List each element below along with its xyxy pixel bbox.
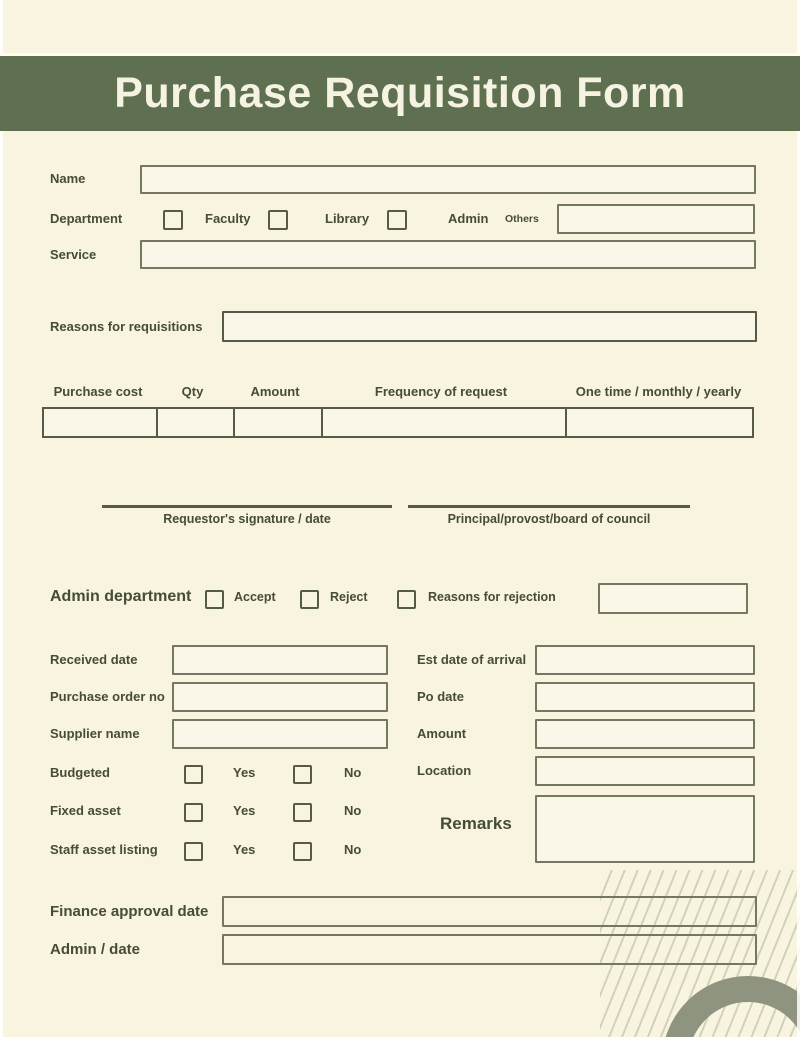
reject-label: Reject xyxy=(330,590,368,604)
table-cell-one-time[interactable] xyxy=(565,409,752,436)
table-cell-amount[interactable] xyxy=(233,409,321,436)
remarks-label: Remarks xyxy=(440,814,512,833)
cost-table-row xyxy=(42,407,754,438)
staff-asset-listing-label: Staff asset listing xyxy=(50,842,158,857)
staff-asset-listing-no-label: No xyxy=(344,842,362,857)
budgeted-label: Budgeted xyxy=(50,765,110,780)
table-header-amount: Amount xyxy=(250,384,300,399)
est-date-of-arrival-label: Est date of arrival xyxy=(417,652,527,667)
requestor-signature-label: Requestor's signature / date xyxy=(163,512,331,526)
fixed-asset-no-checkbox[interactable] xyxy=(293,803,312,822)
supplier-name-input[interactable] xyxy=(172,719,388,749)
budgeted-no-label: No xyxy=(344,765,362,780)
table-header-qty: Qty xyxy=(181,384,204,399)
service-label: Service xyxy=(50,247,97,262)
name-input[interactable] xyxy=(140,165,756,194)
amount-label: Amount xyxy=(417,726,467,741)
po-date-label: Po date xyxy=(417,689,464,704)
page-title: Purchase Requisition Form xyxy=(114,69,686,117)
supplier-name-label: Supplier name xyxy=(50,726,140,741)
po-date-input[interactable] xyxy=(535,682,755,712)
department-faculty-label: Faculty xyxy=(205,211,251,226)
principal-signature-line[interactable] xyxy=(408,505,690,508)
budgeted-yes-checkbox[interactable] xyxy=(184,765,203,784)
location-input[interactable] xyxy=(535,756,755,786)
remarks-textarea[interactable] xyxy=(535,795,755,863)
name-label: Name xyxy=(50,171,86,186)
purchase-order-no-label: Purchase order no xyxy=(50,689,165,704)
staff-asset-listing-yes-checkbox[interactable] xyxy=(184,842,203,861)
location-label: Location xyxy=(417,763,472,778)
accept-label: Accept xyxy=(234,590,276,604)
admin-date-label: Admin / date xyxy=(50,941,141,958)
reasons-input[interactable] xyxy=(222,311,757,342)
table-header-frequency: Frequency of request xyxy=(374,384,508,399)
finance-approval-date-label: Finance approval date xyxy=(50,903,209,920)
admin-date-input[interactable] xyxy=(222,934,757,965)
staff-asset-listing-no-checkbox[interactable] xyxy=(293,842,312,861)
principal-signature-label: Principal/provost/board of council xyxy=(447,512,651,526)
requestor-signature-line[interactable] xyxy=(102,505,392,508)
table-header-one-time: One time / monthly / yearly xyxy=(575,384,742,399)
reasons-label: Reasons for requisitions xyxy=(50,319,203,334)
fixed-asset-label: Fixed asset xyxy=(50,803,121,818)
fixed-asset-no-label: No xyxy=(344,803,362,818)
rejection-reason-label: Reasons for rejection xyxy=(428,590,556,604)
table-header-purchase-cost: Purchase cost xyxy=(53,384,143,399)
table-cell-purchase-cost[interactable] xyxy=(44,409,156,436)
amount-input[interactable] xyxy=(535,719,755,749)
others-label: Others xyxy=(505,213,539,225)
department-faculty-checkbox[interactable] xyxy=(163,210,183,230)
received-date-input[interactable] xyxy=(172,645,388,675)
table-cell-qty[interactable] xyxy=(156,409,233,436)
est-date-of-arrival-input[interactable] xyxy=(535,645,755,675)
service-input[interactable] xyxy=(140,240,756,269)
department-admin-label: Admin xyxy=(448,211,489,226)
fixed-asset-yes-label: Yes xyxy=(233,803,256,818)
header-banner xyxy=(0,53,800,131)
department-library-checkbox[interactable] xyxy=(268,210,288,230)
admin-department-heading: Admin department xyxy=(50,588,192,605)
finance-approval-date-input[interactable] xyxy=(222,896,757,927)
staff-asset-listing-yes-label: Yes xyxy=(233,842,256,857)
received-date-label: Received date xyxy=(50,652,138,667)
left-edge-highlight xyxy=(0,0,3,1037)
fixed-asset-yes-checkbox[interactable] xyxy=(184,803,203,822)
accept-checkbox[interactable] xyxy=(205,590,224,609)
reject-checkbox[interactable] xyxy=(300,590,319,609)
department-label: Department xyxy=(50,211,123,226)
budgeted-yes-label: Yes xyxy=(233,765,256,780)
rejection-reason-checkbox[interactable] xyxy=(397,590,416,609)
table-cell-frequency[interactable] xyxy=(321,409,565,436)
rejection-reason-input[interactable] xyxy=(598,583,748,614)
others-input[interactable] xyxy=(557,204,755,234)
department-admin-checkbox[interactable] xyxy=(387,210,407,230)
budgeted-no-checkbox[interactable] xyxy=(293,765,312,784)
department-library-label: Library xyxy=(325,211,370,226)
purchase-order-no-input[interactable] xyxy=(172,682,388,712)
